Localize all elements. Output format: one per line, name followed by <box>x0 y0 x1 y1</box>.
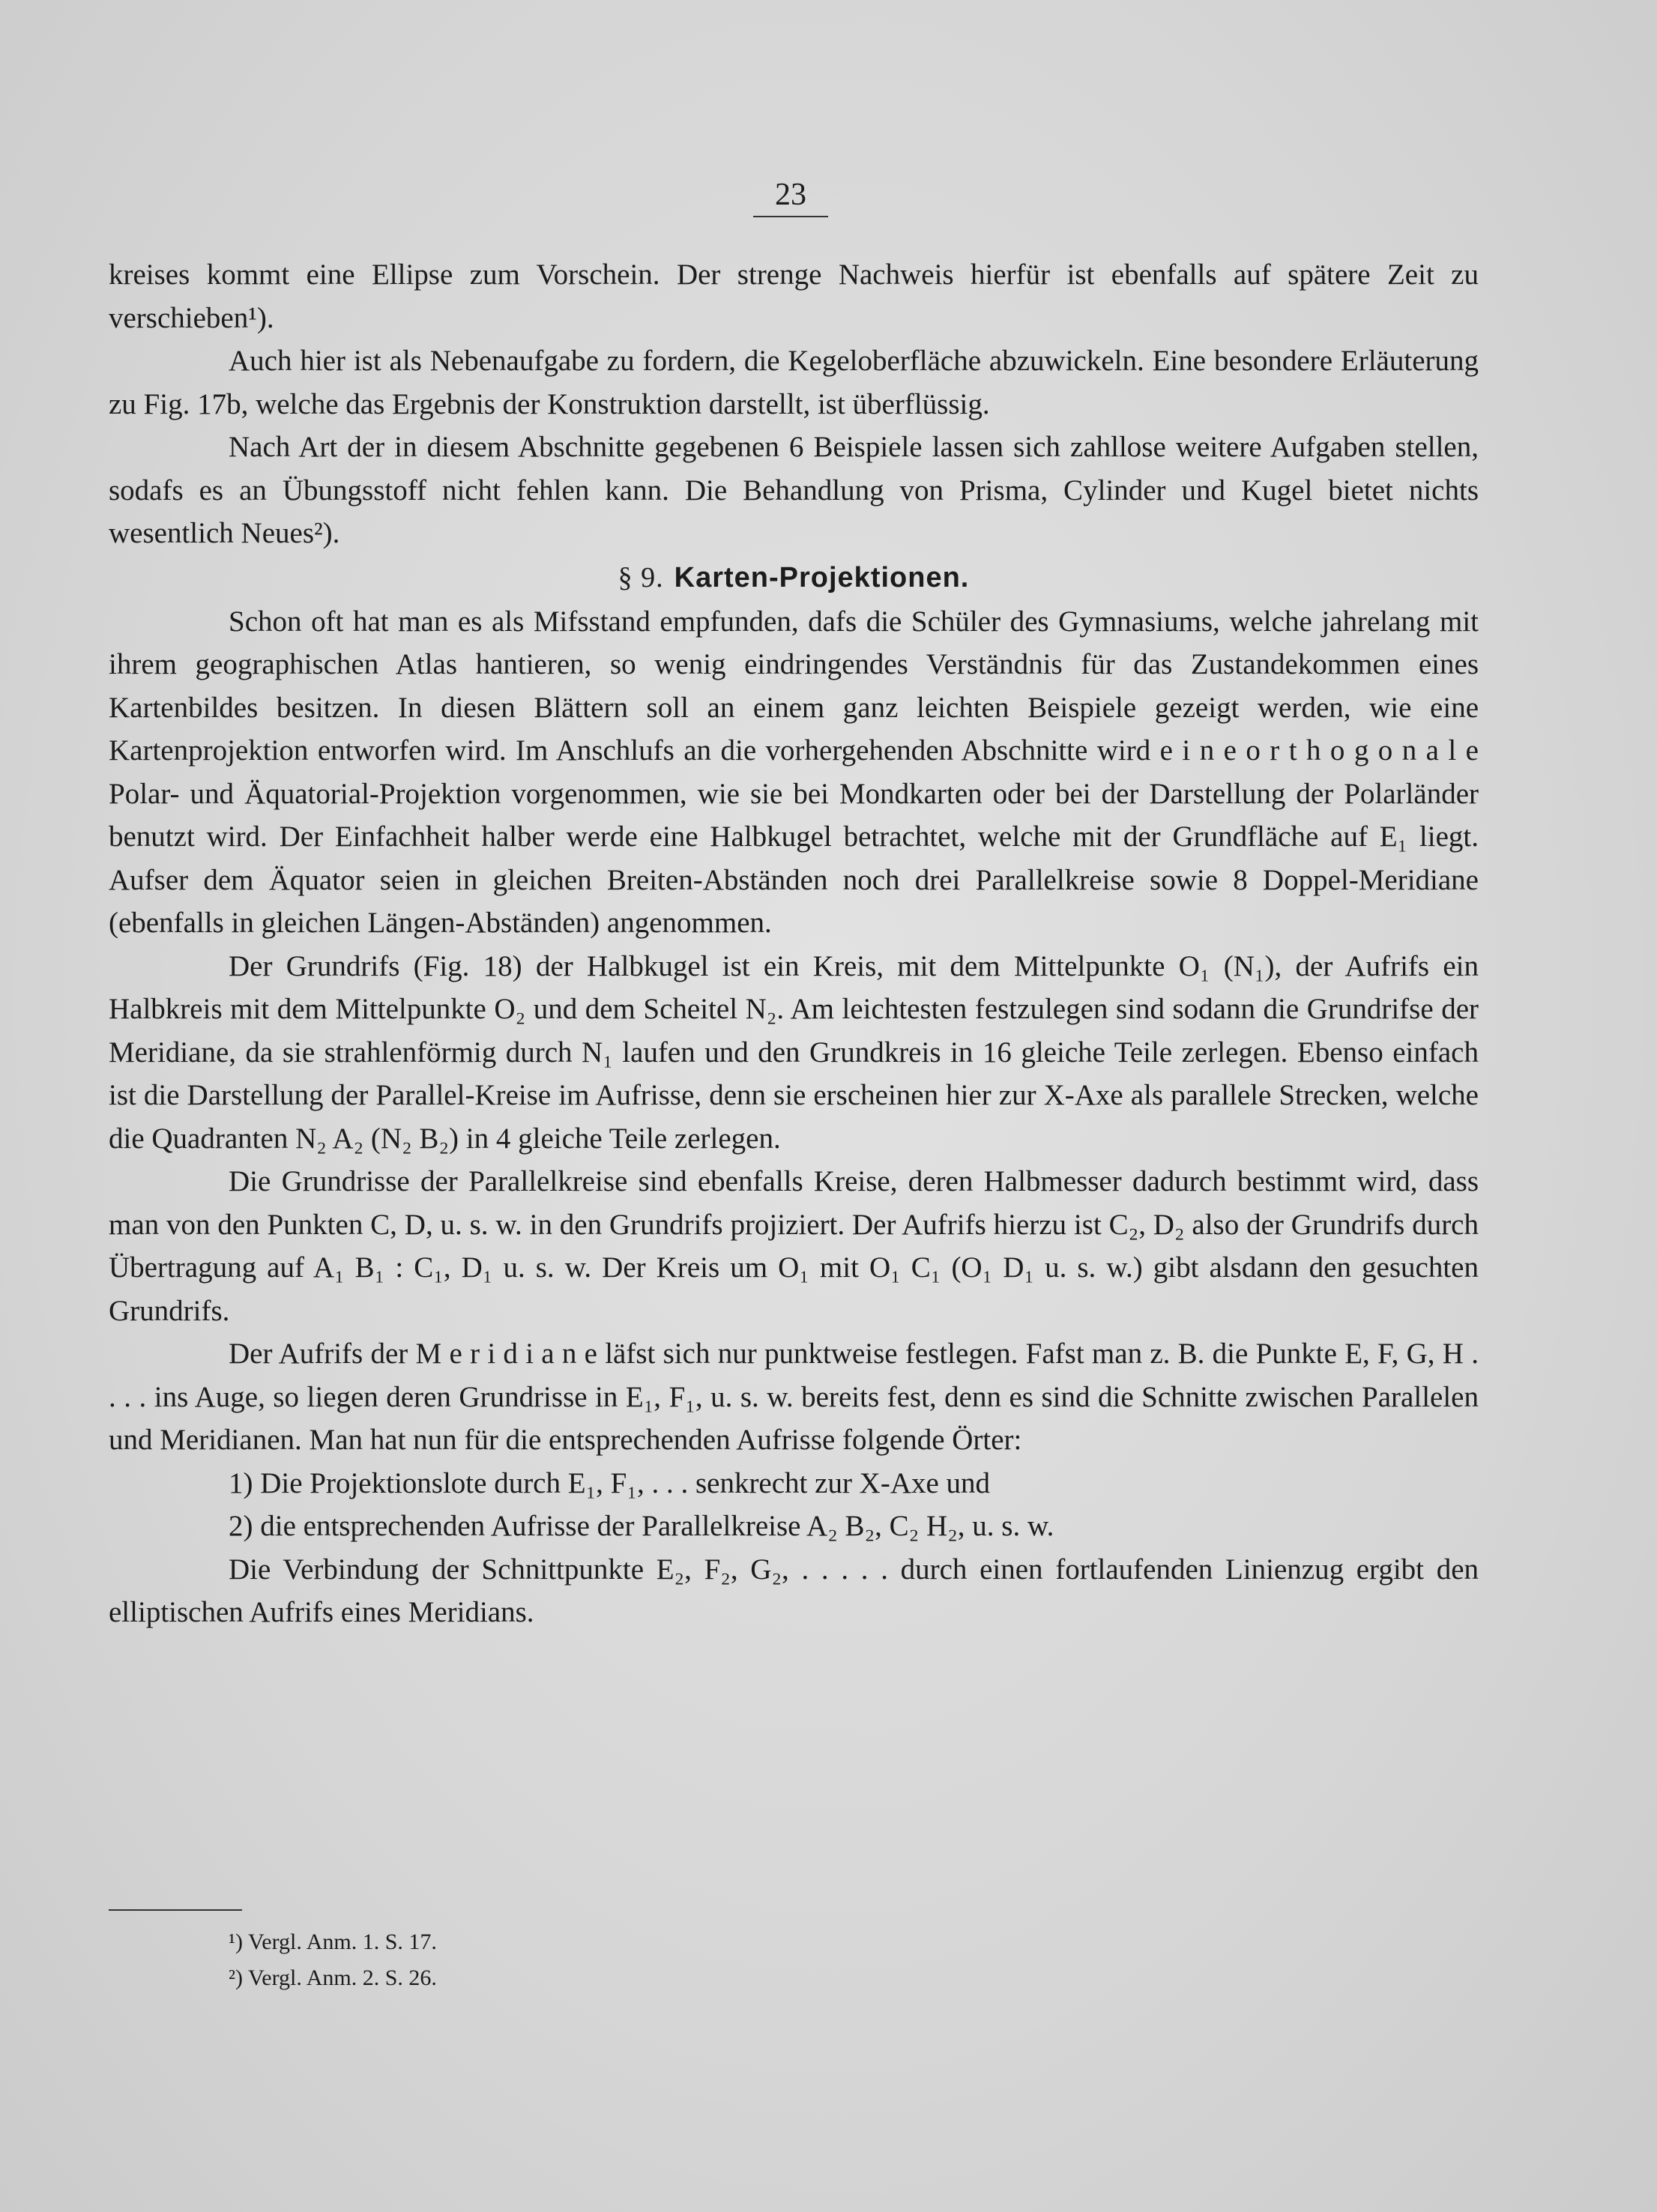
paragraph-8: Der Aufrifs der M e r i d i a n e läfst sich nur punktweise festlegen. Fafst man z. B. die Punkte E, F, G, H . . . . ins Auge, so liegen deren Grundrisse in E₁, F₁, u. s. w. bereits fest, denn es sind die Schnitte zwischen Parallelen und Meridianen. Man hat nun für die entsprechenden Aufrisse folgende Örter: <box>109 1338 1479 1456</box>
section-title: Karten-Projektionen. <box>674 561 970 593</box>
footnotes <box>229 1924 437 1996</box>
paragraph-6: Der Grundrifs (Fig. 18) der Halbkugel ist ein Kreis, mit dem Mittelpunkte O₁ (N₁), der Aufrifs ein Halbkreis mit dem Mittelpunkte O₂ und dem Scheitel N₂. Am leichtesten festzulegen sind sodann die Grundrifse der Meridiane, da sie strahlenförmig durch N₁ laufen und den Grundkreis in 16 gleiche Teile zerlegen. Ebenso einfach ist die Darstellung der Parallel-Kreise im Aufrisse, denn sie erscheinen hier zur X-Axe als parallele Strecken, welche die Quadranten N₂ A₂ (N₂ B₂) in 4 gleiche Teile zerlegen. <box>109 949 1479 1155</box>
section-heading <box>109 555 1479 600</box>
paragraph-9: Die Verbindung der Schnittpunkte E₂, F₂, G₂, . . . . . durch einen fortlaufenden Linienzug ergibt den elliptischen Aufrifs eines Meridians. <box>109 1553 1479 1628</box>
list-item-1: 1) Die Projektionslote durch E₁, F₁, . . . senkrecht zur X-Axe und <box>229 1466 991 1499</box>
footnote-2: ²) Vergl. Anm. 2. S. 26. <box>229 1965 437 1990</box>
footnote-1: ¹) Vergl. Anm. 1. S. 17. <box>229 1930 437 1954</box>
paragraph-7: Die Grundrisse der Parallelkreise sind ebenfalls Kreise, deren Halbmesser dadurch bestimmt wird, dass man von den Punkten C, D, u. s. w. in den Grundrifs projiziert. Der Aufrifs hierzu ist C₂, D₂ also der Grundrifs durch Übertragung auf A₁ B₁ : C₁, D₁ u. s. w. Der Kreis um O₁ mit O₁ C₁ (O₁ D₁ u. s. w.) gibt alsdann den gesuchten Grundrifs. <box>109 1165 1479 1327</box>
list-item-2: 2) die entsprechenden Aufrisse der Parallelkreise A₂ B₂, C₂ H₂, u. s. w. <box>229 1510 1054 1542</box>
body-text <box>109 253 1479 1634</box>
page-number-rule <box>753 216 828 217</box>
footnote-rule <box>109 1909 242 1911</box>
paragraph-1: kreises kommt eine Ellipse zum Vorschein. Der strenge Nachweis hierfür ist ebenfalls auf spätere Zeit zu verschieben¹). <box>109 259 1479 334</box>
paragraph-3: Nach Art der in diesem Abschnitte gegebenen 6 Beispiele lassen sich zahllose weitere Aufgaben stellen, sodafs es an Übungsstoff nicht fehlen kann. Die Behandlung von Prisma, Cylinder und Kugel bietet nichts wesentlich Neues²). <box>109 431 1479 549</box>
paragraph-5: Schon oft hat man es als Mifsstand empfunden, dafs die Schüler des Gymnasiums, welche jahrelang mit ihrem geographischen Atlas hantieren, so wenig eindringendes Verständnis für das Zustandekommen eines Kartenbildes besitzen. In diesen Blättern soll an einem ganz leichten Beispiele gezeigt werden, wie eine Kartenprojektion entworfen wird. Im Anschlufs an die vorhergehenden Abschnitte wird e i n e o r t h o g o n a l e Polar- und Äquatorial-Projektion vorgenommen, wie sie bei Mondkarten oder bei der Darstellung der Polarländer benutzt wird. Der Einfachheit halber werde eine Halbkugel betrachtet, welche mit der Grundfläche auf E₁ liegt. Aufser dem Äquator seien in gleichen Breiten-Abständen noch drei Parallelkreise sowie 8 Doppel-Meridiane (ebenfalls in gleichen Längen-Abständen) angenommen. <box>109 605 1479 939</box>
paragraph-2: Auch hier ist als Nebenaufgabe zu fordern, die Kegeloberfläche abzuwickeln. Eine besondere Erläuterung zu Fig. 17b, welche das Ergebnis der Konstruktion darstellt, ist überflüssig. <box>109 345 1479 420</box>
section-number: § 9. <box>618 561 664 593</box>
page-number: 23 <box>775 178 806 212</box>
